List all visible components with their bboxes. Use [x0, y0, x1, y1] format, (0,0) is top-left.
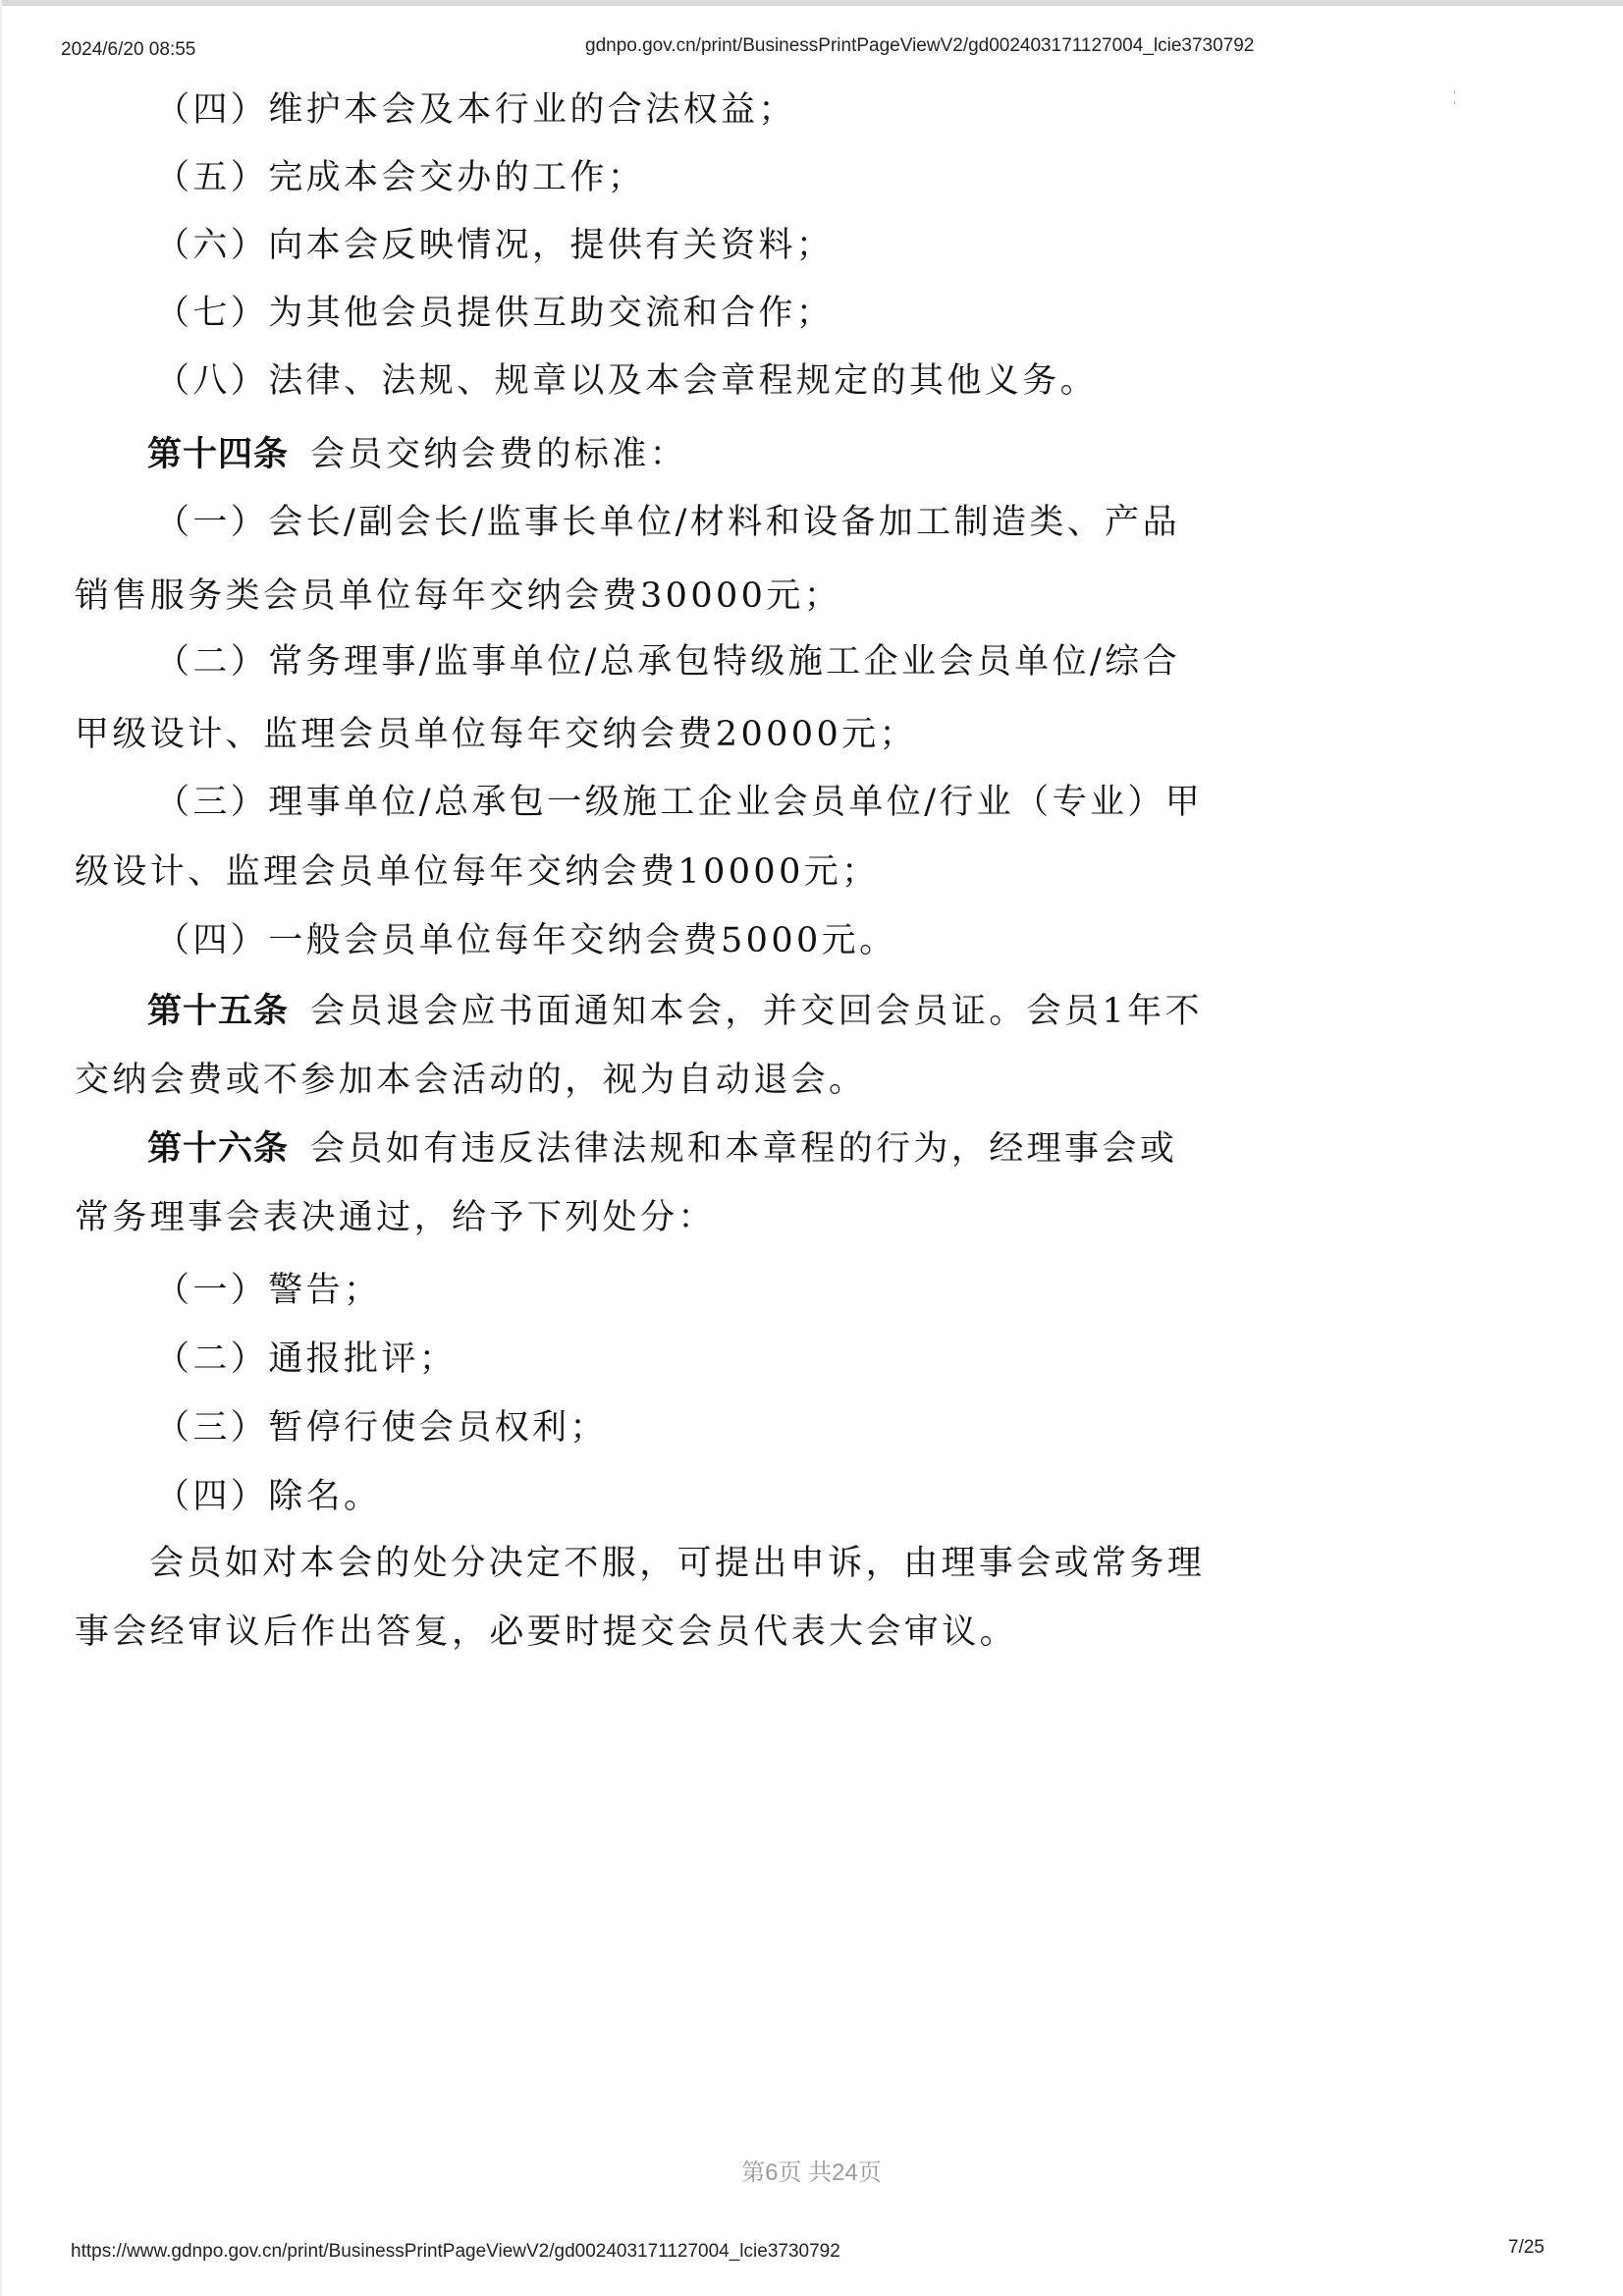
penalty-item-4: （四）除名。: [155, 1477, 382, 1516]
article-16-text: 会员如有违反法律法规和本章程的行为，经理事会或: [310, 1129, 1178, 1169]
appeal-paragraph: 会员如对本会的处分决定不服，可提出申诉，由理事会或常务理: [149, 1544, 1206, 1583]
fee-item-2-cont: 甲级设计、监理会员单位每年交纳会费20000元；: [75, 715, 917, 754]
appeal-paragraph-cont: 事会经审议后作出答复，必要时提交会员代表大会审议。: [75, 1613, 1018, 1652]
print-footer-url: https://www.gdnpo.gov.cn/print/BusinessPrintPageViewV2/gd002403171127004_lcie3730792: [71, 2241, 840, 2262]
article-15-text: 会员退会应书面通知本会，并交回会员证。会员1年不: [310, 992, 1203, 1031]
print-header-url: gdnpo.gov.cn/print/BusinessPrintPageViewV2/gd002403171127004_lcie3730792: [585, 35, 1255, 56]
obligation-item-5: （五）完成本会交办的工作；: [155, 158, 646, 197]
print-date: 2024/6/20 08:55: [61, 39, 196, 60]
obligation-item-7: （七）为其他会员提供互助交流和合作；: [155, 294, 835, 333]
fee-item-3: （三）理事单位/总承包一级施工企业会员单位/行业（专业）甲: [155, 783, 1204, 822]
article-16-heading: 第十六条: [147, 1129, 290, 1169]
fee-item-3-cont: 级设计、监理会员单位每年交纳会费10000元；: [75, 852, 880, 892]
fee-item-2: （二）常务理事/监事单位/总承包特级施工企业会员单位/综合: [155, 642, 1180, 682]
penalty-item-1: （一）警告；: [155, 1271, 382, 1310]
fee-item-1: （一）会长/副会长/监事长单位/材料和设备加工制造类、产品: [155, 503, 1180, 542]
article-16: [147, 1127, 1177, 1171]
article-16-cont: 常务理事会表决通过，给予下列处分：: [75, 1198, 716, 1237]
scan-marks: ' ': [1453, 90, 1515, 112]
article-15: [147, 990, 1203, 1033]
obligation-item-8: （八）法律、法规、规章以及本会章程规定的其他义务。: [155, 361, 1099, 401]
print-page-count: 7/25: [1508, 2237, 1544, 2258]
fee-item-4: （四）一般会员单位每年交纳会费5000元。: [155, 921, 897, 960]
article-15-heading: 第十五条: [147, 992, 290, 1031]
fee-item-1-cont: 销售服务类会员单位每年交纳会费30000元；: [75, 576, 842, 616]
print-footer: [0, 2237, 1623, 2272]
article-14: [147, 433, 687, 476]
obligation-item-4: （四）维护本会及本行业的合法权益；: [155, 90, 796, 130]
article-15-cont: 交纳会费或不参加本会活动的，视为自动退会。: [75, 1061, 867, 1100]
page-number: 第6页 共24页: [741, 2159, 882, 2186]
penalty-item-2: （二）通报批评；: [155, 1339, 458, 1379]
article-14-text: 会员交纳会费的标准：: [310, 435, 688, 474]
penalty-item-3: （三）暂停行使会员权利；: [155, 1408, 608, 1448]
article-14-heading: 第十四条: [147, 435, 290, 474]
obligation-item-6: （六）向本会反映情况，提供有关资料；: [155, 226, 835, 265]
